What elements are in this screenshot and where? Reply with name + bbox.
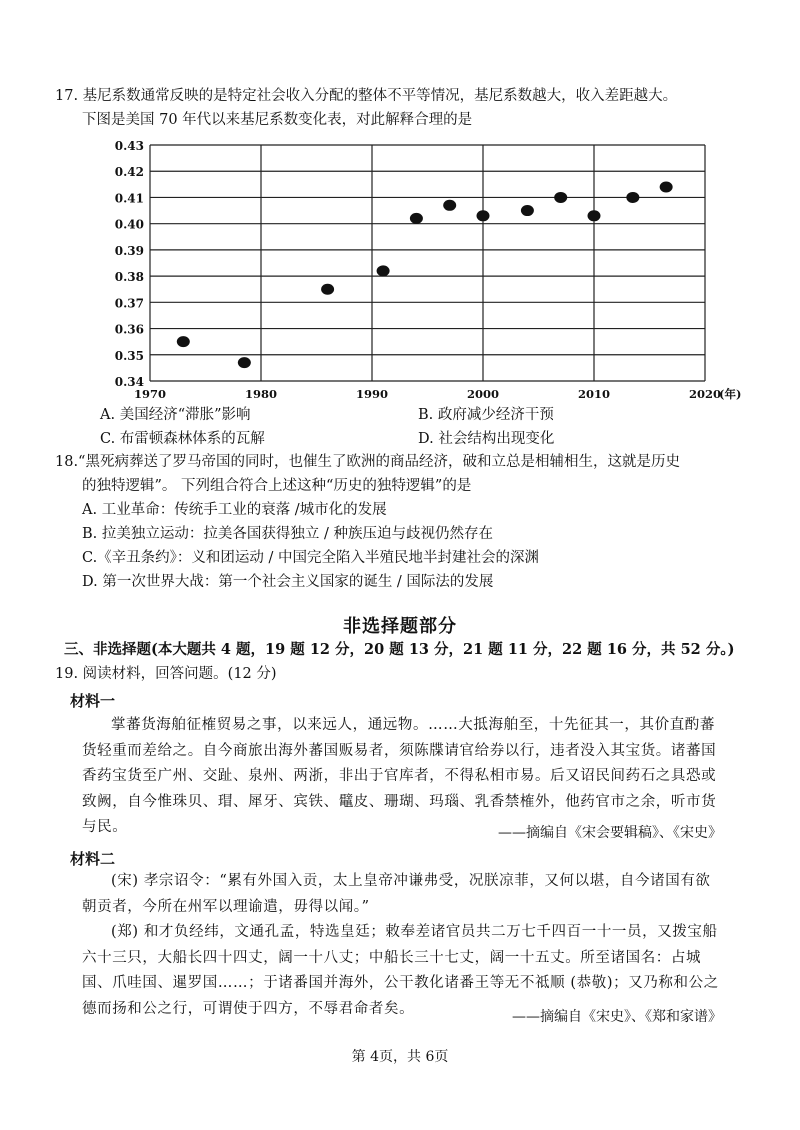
y-tick-label: 0.36: [114, 322, 144, 337]
data-point: [477, 210, 490, 221]
y-tick-label: 0.38: [114, 270, 144, 285]
x-tick-label: 1980: [244, 387, 278, 401]
x-tick-label: 1990: [355, 387, 389, 401]
material2-text1: (宋) 孝宗诏令：“累有外国入贡，太上皇帝冲谦弗受，况朕凉菲，又何以堪，自今诸国有欲朝贡者，今所在州军以理谕遣，毋得以闻。”: [82, 873, 711, 915]
data-point: [660, 181, 673, 192]
section-instructions: 三、非选择题(本大题共 4 题，19 题 12 分，20 题 13 分，21 题 11 分，22 题 16 分，共 52 分。): [64, 641, 735, 658]
q17-option-b: B. 政府减少经济干预: [418, 407, 554, 423]
data-point: [626, 192, 639, 203]
data-point: [443, 200, 456, 211]
q18-option-c: C.《辛丑条约》：义和团运动 / 中国完全陷入半殖民地半封建社会的深渊: [82, 550, 540, 566]
q18-stem-line2: 的独特逻辑”。 下列组合符合上述这种“历史的独特逻辑”的是: [82, 478, 472, 494]
y-tick-label: 0.40: [114, 217, 144, 232]
q17-option-d: D. 社会结构出现变化: [418, 431, 555, 447]
material1-text: 掌蕃货海舶征榷贸易之事，以来远人，通远物。……大抵海舶至，十先征其一，其价直酌蕃货轻重而差给之。自今商旅出海外蕃国贩易者，须陈牒请官给券以行，违者没入其宝货。诸蕃国香药宝货至广州、交趾、泉州、两浙，非出于官库者，不得私相市易。后又诏民间药石之具恐或致阙，自今惟珠贝、瑁、犀牙、宾铁、鼊皮、珊瑚、玛瑙、乳香禁榷外，他药官市之余，听市货与民。: [82, 717, 717, 835]
data-point: [238, 357, 251, 368]
material1-source: ——摘编自《宋会要辑稿》、《宋史》: [498, 825, 722, 841]
y-tick-label: 0.41: [114, 191, 144, 206]
material2-text2: (郑) 和才负经纬，文通孔孟，特选皇廷；敕奉差诸官员共二万七千四百一十一员，又拨宝船六十三只，大船长四十四丈，阔一十八丈；中船长三十七丈，阔一十五丈。所至诸国名：占城国、爪哇国、暹罗国……；于诸番国并海外，公干教化诸番王等无不祗顺 (恭敬)；又乃称和公之德而扬和公之行，可谓使于四方，不辱君命者矣。: [82, 924, 719, 1017]
q18-option-d: D. 第一次世界大战：第一个社会主义国家的诞生 / 国际法的发展: [82, 574, 494, 590]
q17-stem-line2: 下图是美国 70 年代以来基尼系数变化表，对此解释合理的是: [82, 112, 473, 128]
x-tick-labels: [134, 387, 741, 401]
x-tick-label: 1970: [133, 387, 167, 401]
material2-label: 材料二: [70, 850, 116, 868]
gini-chart: [90, 133, 742, 403]
data-point: [377, 265, 390, 276]
material1-label: 材料一: [70, 692, 116, 710]
data-point: [521, 205, 534, 216]
data-point: [177, 336, 190, 347]
data-point: [321, 284, 334, 295]
data-point: [410, 213, 423, 224]
q17-stem-line1: 17. 基尼系数通常反映的是特定社会收入分配的整体不平等情况，基尼系数越大，收入差距越大。: [55, 88, 678, 104]
y-tick-label: 0.34: [114, 375, 144, 389]
section-title: 非选择题部分: [343, 616, 457, 637]
x-tick-label: 2020: [688, 387, 722, 401]
y-tick-labels: [115, 139, 144, 389]
y-tick-label: 0.43: [114, 139, 144, 153]
x-axis-unit-label: (年): [719, 387, 742, 401]
material2-source: ——摘编自《宋史》、《郑和家谱》: [512, 1009, 722, 1025]
x-tick-label: 2010: [577, 387, 611, 401]
data-point: [554, 192, 567, 203]
y-tick-label: 0.37: [114, 296, 144, 311]
y-tick-label: 0.35: [114, 348, 144, 363]
q18-option-b: B. 拉美独立运动：拉美各国获得独立 / 种族压迫与歧视仍然存在: [82, 526, 493, 542]
y-tick-label: 0.42: [114, 165, 144, 180]
page-footer: 第 4页，共 6页: [351, 1049, 449, 1065]
q18-stem-line1: 18.“黑死病葬送了罗马帝国的同时，也催生了欧洲的商品经济，破和立总是相辅相生，这就是历史: [55, 454, 680, 470]
q17-option-c: C. 布雷顿森林体系的瓦解: [100, 431, 265, 447]
q18-option-a: A. 工业革命：传统手工业的衰落 /城市化的发展: [82, 502, 387, 518]
data-point: [588, 210, 601, 221]
q17-option-a: A. 美国经济“滞胀”影响: [100, 407, 251, 423]
y-tick-label: 0.39: [114, 243, 144, 258]
x-tick-label: 2000: [466, 387, 500, 401]
chart-grid: [150, 145, 705, 381]
data-points: [177, 181, 673, 368]
q19-stem: 19. 阅读材料，回答问题。(12 分): [55, 666, 277, 682]
